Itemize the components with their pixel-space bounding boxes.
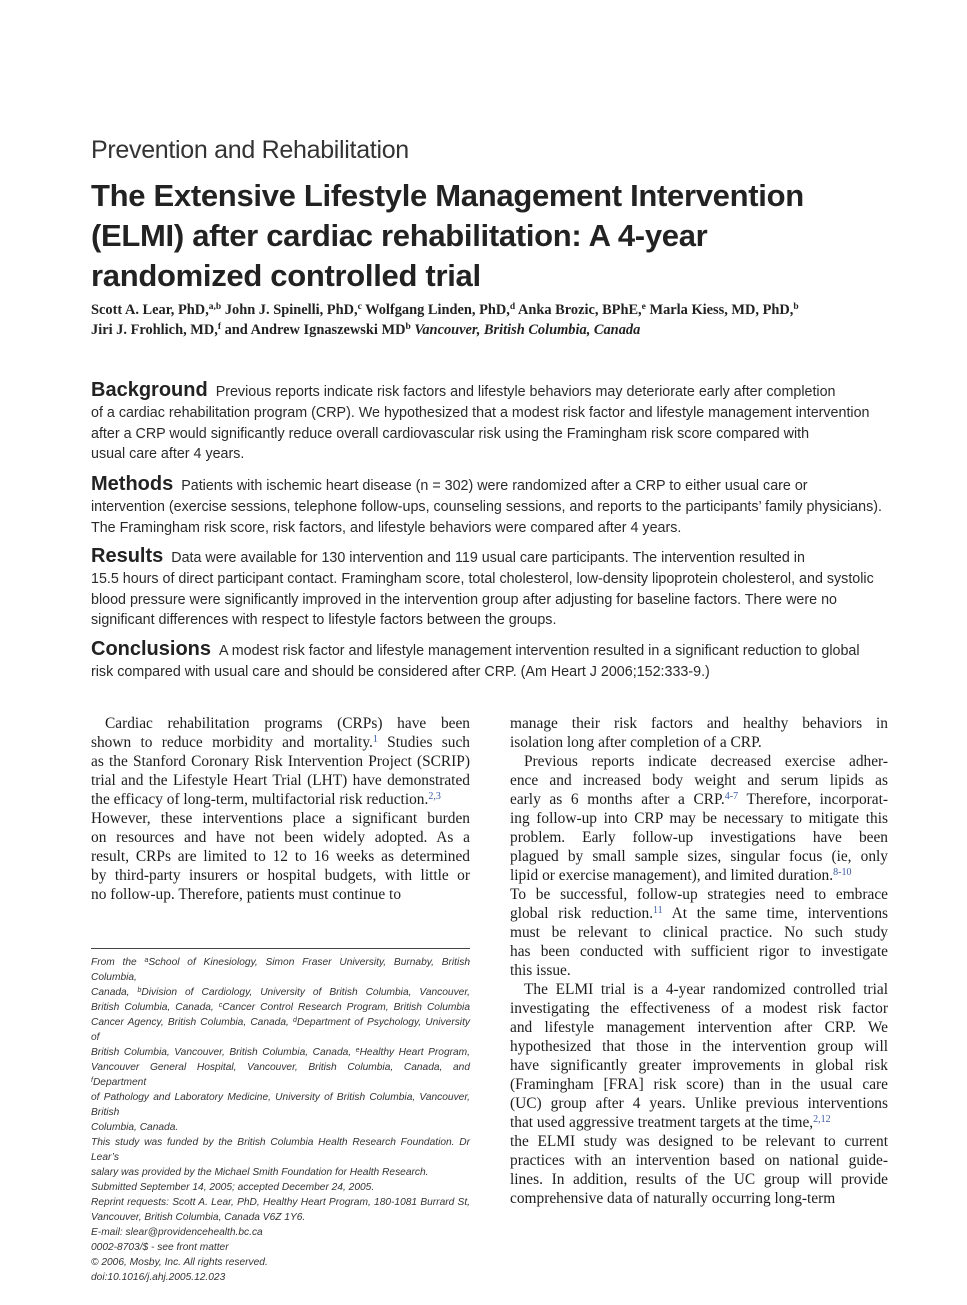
body-column-right bbox=[510, 714, 888, 1208]
abstract-line: intervention (exercise sessions, telephone follow-ups, counseling sessions, and reports to the participants’ family physicians). bbox=[91, 498, 882, 515]
footnote-line: Vancouver General Hospital, Vancouver, British Columbia, Canada, and $^f$Department bbox=[91, 1062, 470, 1088]
body-line: comprehensive data of naturally occurring long-term bbox=[510, 1190, 836, 1207]
footnote-line: British Columbia, Vancouver, British Columbia, Canada, $^e$Healthy Heart Program, bbox=[91, 1047, 470, 1058]
body-line: must be relevant to clinical practice. No such study bbox=[510, 924, 888, 941]
body-line: have significantly greater improvements in global risk bbox=[510, 1057, 888, 1074]
footnote-line: Reprint requests: Scott A. Lear, PhD, Healthy Heart Program, 180-1081 Burrard St, bbox=[91, 1197, 470, 1208]
body-line: isolation long after completion of a CRP. bbox=[510, 734, 762, 751]
author-location: Vancouver, British Columbia, Canada bbox=[410, 322, 641, 338]
body-line: has been conducted with sufficient rigor to investigate bbox=[510, 943, 888, 960]
abstract-heading: Background bbox=[91, 379, 208, 401]
citation-link[interactable]: 2,3 bbox=[428, 791, 441, 802]
abstract-heading: Conclusions bbox=[91, 638, 212, 660]
footnote-line: Submitted September 14, 2005; accepted December 24, 2005. bbox=[91, 1182, 375, 1193]
abstract-heading: Results bbox=[91, 545, 164, 567]
title-line: randomized controlled trial bbox=[91, 258, 481, 293]
footnote-line: of Pathology and Laboratory Medicine, University of British Columbia, Vancouver, British bbox=[91, 1092, 470, 1118]
affiliation-sup: c bbox=[357, 302, 362, 312]
body-line: practices with an intervention based on national guide- bbox=[510, 1152, 888, 1169]
body-column-left bbox=[91, 714, 470, 904]
footnote-line: Columbia, Canada. bbox=[91, 1122, 179, 1133]
citation-link[interactable]: 1 bbox=[372, 734, 378, 745]
citation-link[interactable]: 8-10 bbox=[833, 867, 852, 878]
body-line: shown to reduce morbidity and mortality.$^1$ Studies such bbox=[91, 734, 471, 751]
body-line: investigating the effectiveness of a modest risk factor bbox=[510, 1000, 888, 1017]
body-line: ence and increased body weight and serum lipids as bbox=[510, 772, 888, 789]
body-line: and lifestyle management intervention after CRP. We bbox=[510, 1019, 888, 1036]
footnote-line: British Columbia, Canada, $^c$Cancer Control Research Program, British Columbia bbox=[91, 1002, 470, 1013]
author-name: Jiri J. Frohlich, MD, bbox=[91, 322, 218, 338]
body-line: manage their risk factors and healthy behaviors in bbox=[510, 715, 888, 732]
author-list bbox=[91, 300, 891, 340]
body-line: problem. Early follow-up investigations have been bbox=[510, 829, 888, 846]
author-name: John J. Spinelli, PhD, bbox=[221, 302, 358, 318]
footnote-line: From the $^a$School of Kinesiology, Simon Fraser University, Burnaby, British Columbia, bbox=[91, 957, 470, 983]
body-line: Cardiac rehabilitation programs (CRPs) have been bbox=[105, 715, 470, 732]
body-line: trial and the Lifestyle Heart Trial (LHT) have demonstrated bbox=[91, 772, 470, 789]
author-line bbox=[91, 320, 891, 340]
footnote-line: 0002-8703/$ - see front matter bbox=[91, 1242, 229, 1253]
title-line: (ELMI) after cardiac rehabilitation: A 4-year bbox=[91, 218, 708, 253]
title-line: The Extensive Lifestyle Management Intervention bbox=[91, 178, 804, 213]
author-name: Anka Brozic, BPhE, bbox=[515, 302, 642, 318]
abstract-line: usual care after 4 years. bbox=[91, 446, 245, 463]
body-line: To be successful, follow-up strategies need to embrace bbox=[510, 886, 888, 903]
abstract-line: after a CRP would significantly reduce overall cardiovascular risk using the Framingham risk score compared with bbox=[91, 425, 810, 442]
body-line: Previous reports indicate decreased exercise adher- bbox=[524, 753, 888, 770]
abstract-line: Conclusions A modest risk factor and lifestyle management intervention resulted in a significant reduction to global bbox=[91, 638, 860, 660]
abstract-line: of a cardiac rehabilitation program (CRP). We hypothesized that a modest risk factor and lifestyle management intervention bbox=[91, 404, 870, 421]
article-title bbox=[91, 176, 891, 296]
abstract-line: significant differences with respect to lifestyle factors between the groups. bbox=[91, 612, 557, 629]
author-name: Marla Kiess, MD, PhD, bbox=[645, 302, 794, 318]
affiliation-sup: b bbox=[793, 302, 799, 312]
affiliation-sup: a,b bbox=[208, 302, 222, 312]
footnotes bbox=[91, 955, 470, 1285]
abstract-line: risk compared with usual care and should be considered after CRP. (Am Heart J 2006;152:333-9.) bbox=[91, 663, 710, 680]
citation-link[interactable]: 11 bbox=[653, 905, 663, 916]
body-line: that used aggressive treatment targets at the time,$^{2,12}$ bbox=[510, 1114, 831, 1131]
abstract-conclusions bbox=[91, 639, 891, 683]
author-line bbox=[91, 300, 891, 320]
footnote-line: Canada, $^b$Division of Cardiology, University of British Columbia, Vancouver, bbox=[91, 987, 470, 998]
abstract-line: blood pressure were significantly improved in the intervention group after adjusting for baseline factors. There were no bbox=[91, 591, 837, 608]
footnote-line: Cancer Agency, British Columbia, Canada, $^d$Department of Psychology, University of bbox=[91, 1017, 470, 1043]
body-line: lines. In addition, results of the UC group will provide bbox=[510, 1171, 888, 1188]
abstract-background bbox=[91, 380, 891, 465]
footnote-line: This study was funded by the British Columbia Health Research Foundation. Dr Lear’s bbox=[91, 1137, 470, 1163]
body-line: ing follow-up into CRP may be necessary to mitigate this bbox=[510, 810, 888, 827]
section-label: Prevention and Rehabilitation bbox=[91, 136, 409, 164]
footnote-line: Vancouver, British Columbia, Canada V6Z 1Y6. bbox=[91, 1212, 306, 1223]
abstract-line: Results Data were available for 130 intervention and 119 usual care participants. The intervention resulted in bbox=[91, 545, 805, 567]
footnote-line: salary was provided by the Michael Smith Foundation for Health Research. bbox=[91, 1167, 429, 1178]
affiliation-sup: f bbox=[217, 322, 222, 332]
body-line: by third-party insurers or hospital budgets, with little or bbox=[91, 867, 470, 884]
abstract-methods bbox=[91, 474, 891, 538]
body-line: as the Stanford Coronary Risk Intervention Project (SCRIP) bbox=[91, 753, 470, 770]
email-link[interactable]: E-mail: slear@providencehealth.bc.ca bbox=[91, 1227, 263, 1238]
body-line: However, these interventions place a significant burden bbox=[91, 810, 470, 827]
author-name: Scott A. Lear, PhD, bbox=[91, 302, 209, 318]
copyright-line: © 2006, Mosby, Inc. All rights reserved. bbox=[91, 1257, 268, 1268]
doi-link[interactable]: doi:10.1016/j.ahj.2005.12.023 bbox=[91, 1272, 226, 1283]
affiliation-sup: b bbox=[405, 322, 411, 332]
abstract-results bbox=[91, 546, 891, 631]
abstract-line: 15.5 hours of direct participant contact. Framingham score, total cholesterol, low-density lipoprotein cholesterol, and systolic bbox=[91, 570, 874, 587]
body-line: the ELMI study was designed to be relevant to current bbox=[510, 1133, 888, 1150]
body-line: no follow-up. Therefore, patients must continue to bbox=[91, 886, 402, 903]
body-line: lipid or exercise management), and limited duration.$^{8-10}$ bbox=[510, 867, 852, 884]
body-line: plagued by small sample sizes, singular focus (ie, only bbox=[510, 848, 888, 865]
body-line: hypothesized that those in the intervention group will bbox=[510, 1038, 888, 1055]
affiliation-sup: e bbox=[641, 302, 646, 312]
abstract-line: The Framingham risk score, risk factors, and lifestyle behaviors were compared after 4 years. bbox=[91, 519, 682, 536]
body-line: global risk reduction.$^{11}$ At the same time, interventions bbox=[510, 905, 889, 922]
abstract-line: Methods Patients with ischemic heart disease (n = 302) were randomized after a CRP to either usual care or bbox=[91, 473, 808, 495]
body-line: this issue. bbox=[510, 962, 571, 979]
citation-link[interactable]: 4-7 bbox=[724, 791, 739, 802]
body-line: early as 6 months after a CRP.$^{4-7}$ Therefore, incorporat- bbox=[510, 791, 889, 808]
body-line: on resources and have not been widely adopted. As a bbox=[91, 829, 470, 846]
author-name: and Andrew Ignaszewski MD bbox=[221, 322, 406, 338]
citation-link[interactable]: 2,12 bbox=[813, 1114, 831, 1125]
body-line: The ELMI trial is a 4-year randomized controlled trial bbox=[524, 981, 888, 998]
footnote-divider bbox=[91, 948, 470, 949]
abstract-line: Background Previous reports indicate risk factors and lifestyle behaviors may deteriorate early after completion bbox=[91, 379, 836, 401]
body-line: (Framingham [FRA] risk score) than in the usual care bbox=[510, 1076, 888, 1093]
body-line: the efficacy of long-term, multifactorial risk reduction.$^{2,3}$ bbox=[91, 791, 441, 808]
abstract-heading: Methods bbox=[91, 473, 174, 495]
body-line: result, CRPs are limited to 12 to 16 weeks as determined bbox=[91, 848, 470, 865]
body-line: (UC) group after 4 years. Unlike previous interventions bbox=[510, 1095, 888, 1112]
affiliation-sup: d bbox=[509, 302, 516, 312]
author-name: Wolfgang Linden, PhD, bbox=[361, 302, 510, 318]
